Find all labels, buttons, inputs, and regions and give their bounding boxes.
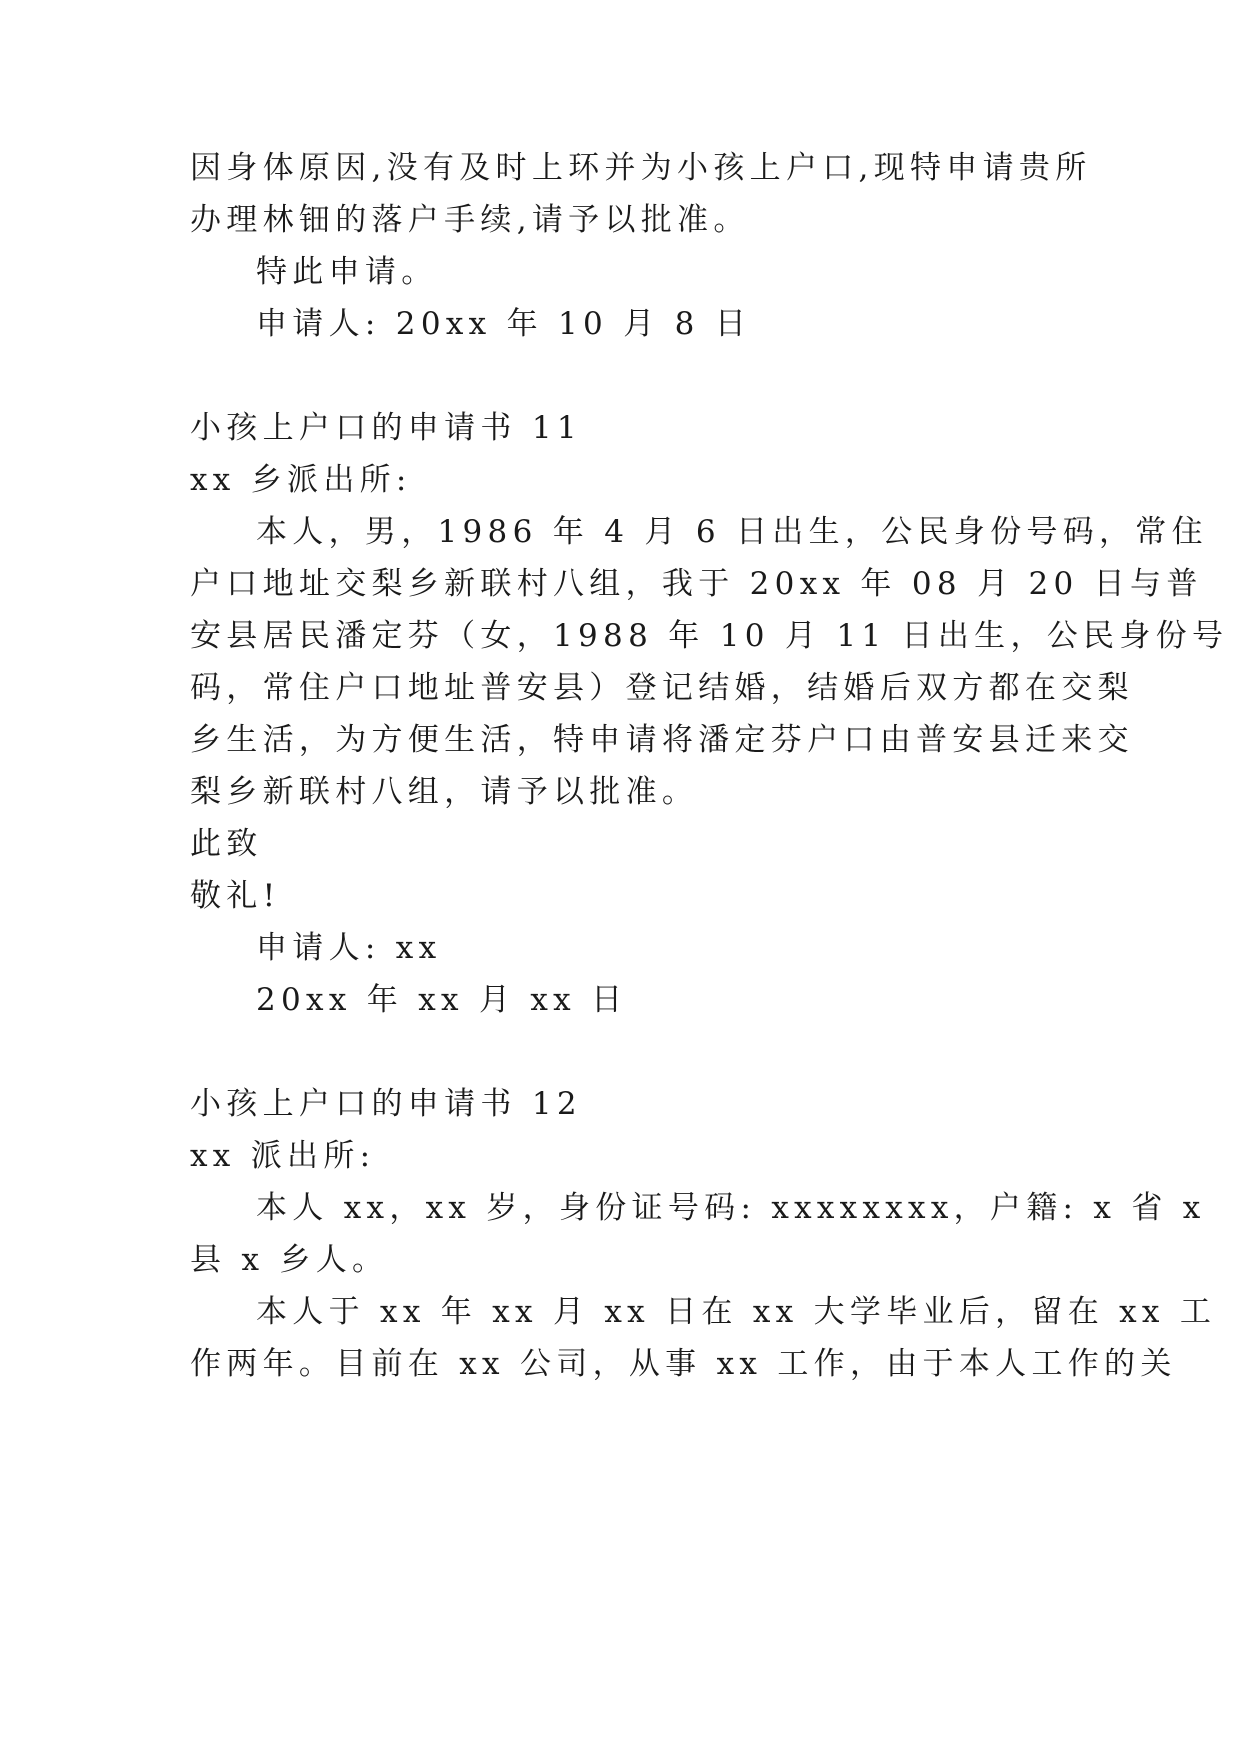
paragraph-line: 办理林钿的落户手续,请予以批准。 bbox=[190, 202, 750, 238]
paragraph-line: 本人于 xx 年 xx 月 xx 日在 xx 大学毕业后，留在 xx 工 bbox=[256, 1294, 1217, 1330]
signature-line: 申请人: 20xx 年 10 月 8 日 bbox=[256, 306, 752, 342]
paragraph-line: 码，常住户口地址普安县）登记结婚，结婚后双方都在交梨 bbox=[190, 670, 1134, 706]
signature-line: 申请人: xx bbox=[256, 930, 442, 966]
addressee: xx 派出所: bbox=[190, 1138, 376, 1174]
paragraph-line: 安县居民潘定芬（女，1988 年 10 月 11 日出生，公民身份号 bbox=[190, 618, 1229, 654]
paragraph-line: 因身体原因,没有及时上环并为小孩上户口,现特申请贵所 bbox=[190, 150, 1092, 186]
section-title: 小孩上户口的申请书 12 bbox=[190, 1086, 582, 1122]
paragraph-line: 县 x 乡人。 bbox=[190, 1242, 389, 1278]
closing-text: 特此申请。 bbox=[256, 254, 438, 290]
addressee: xx 乡派出所: bbox=[190, 462, 412, 498]
paragraph-line: 本人，男，1986 年 4 月 6 日出生，公民身份号码，常住 bbox=[256, 514, 1208, 550]
paragraph-line: 作两年。目前在 xx 公司，从事 xx 工作，由于本人工作的关 bbox=[190, 1346, 1177, 1382]
closing-text: 此致 bbox=[190, 826, 263, 862]
section-title: 小孩上户口的申请书 11 bbox=[190, 410, 582, 446]
paragraph-line: 本人 xx，xx 岁，身份证号码: xxxxxxxx，户籍: x 省 x bbox=[256, 1190, 1206, 1226]
paragraph-line: 乡生活，为方便生活，特申请将潘定芬户口由普安县迁来交 bbox=[190, 722, 1134, 758]
paragraph-line: 户口地址交梨乡新联村八组，我于 20xx 年 08 月 20 日与普 bbox=[190, 566, 1203, 602]
date-line: 20xx 年 xx 月 xx 日 bbox=[256, 982, 628, 1018]
paragraph-line: 梨乡新联村八组，请予以批准。 bbox=[190, 774, 699, 810]
closing-text: 敬礼! bbox=[190, 878, 281, 914]
